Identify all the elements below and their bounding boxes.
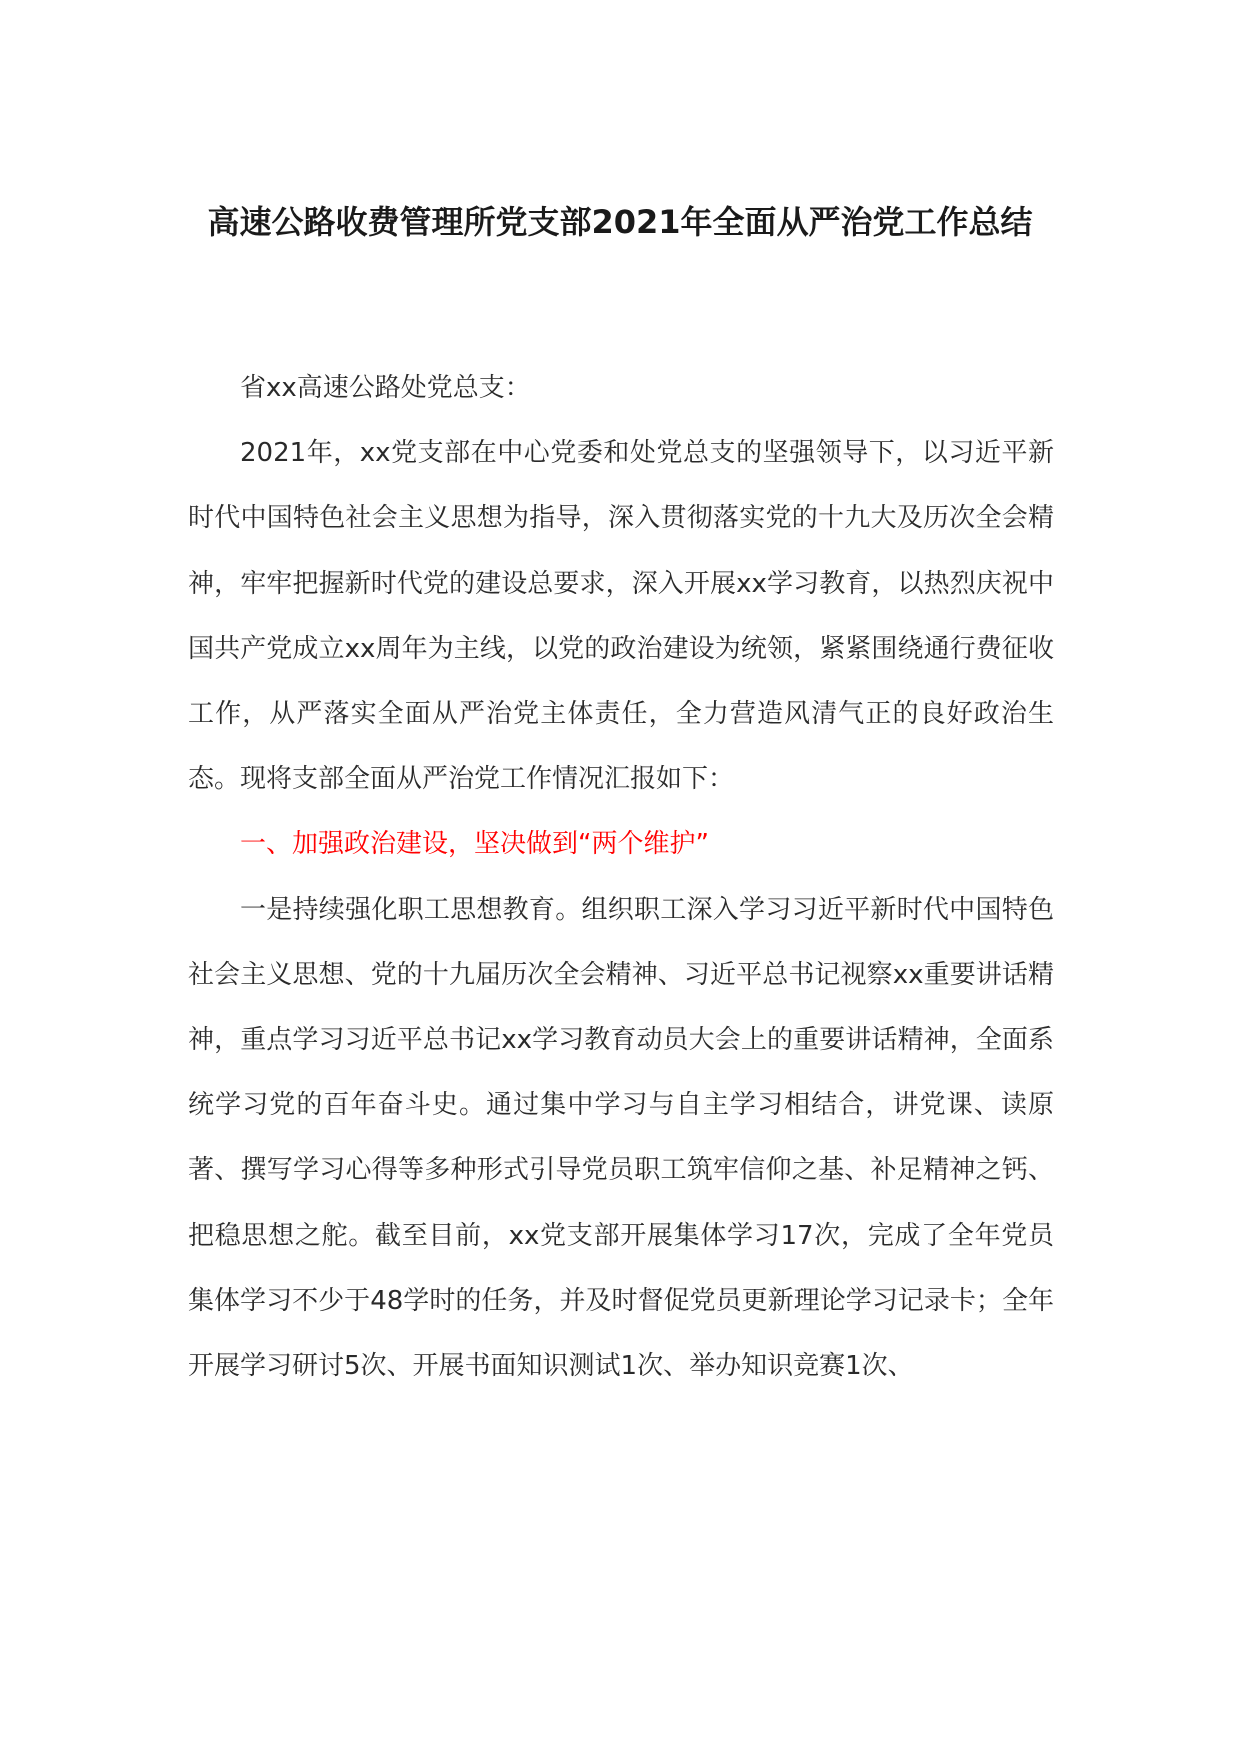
section-heading: 一、加强政治建设，坚决做到“两个维护”	[240, 829, 709, 860]
section-paragraph: 一是持续强化职工思想教育。组织职工深入学习习近平新时代中国特色社会主义思想、党的十九届历次全会精神、习近平总书记视察xx重要讲话精神，重点学习习近平总书记xx学习教育动员大会上的重要讲话精神，全面系统学习党的百年奋斗史。通过集中学习与自主学习相结合，讲党课、读原著、撰写学习心得等多种形式引导党员职工筑牢信仰之基、补足精神之钙、把稳思想之舵。截至目前，xx党支部开展集体学习17次，完成了全年党员集体学习不少于48学时的任务，并及时督促党员更新理论学习记录卡；全年开展学习研讨5次、开展书面知识测试1次、举办知识竞赛1次、	[188, 894, 1054, 1382]
salutation: 省xx高速公路处党总支：	[240, 373, 531, 403]
document-body	[188, 356, 1054, 1399]
document-title: 高速公路收费管理所党支部2021年全面从严治党工作总结	[207, 203, 1033, 241]
intro-paragraph: 2021年，xx党支部在中心党委和处党总支的坚强领导下，以习近平新时代中国特色社会主义思想为指导，深入贯彻落实党的十九大及历次全会精神，牢牢把握新时代党的建设总要求，深入开展xx学习教育，以热烈庆祝中国共产党成立xx周年为主线，以党的政治建设为统领，紧紧围绕通行费征收工作，从严落实全面从严治党主体责任，全力营造风清气正的良好政治生态。现将支部全面从严治党工作情况汇报如下：	[188, 438, 1054, 795]
